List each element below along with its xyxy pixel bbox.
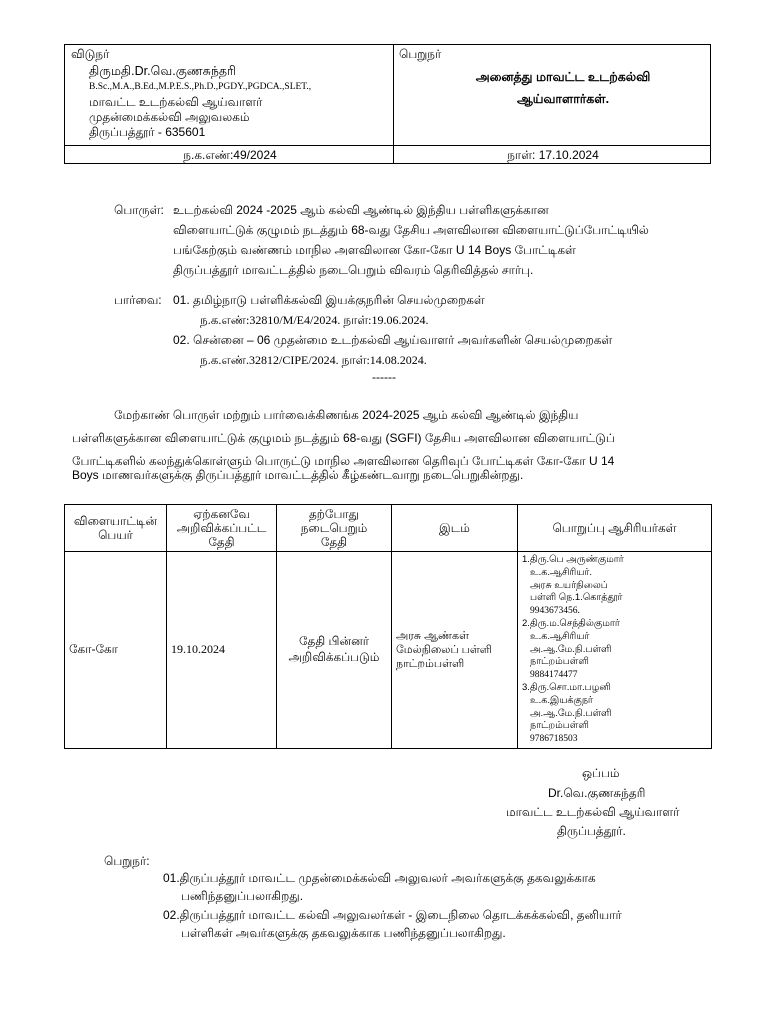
col-header-current-date: தற்போது நடைபெறும் தேதி xyxy=(277,505,392,552)
schedule-table xyxy=(64,504,712,749)
table-header-row xyxy=(65,505,712,552)
teacher-line: 1.திரு.பெ அருண்குமார் xyxy=(522,554,624,565)
sender-label: விடுநர் xyxy=(71,47,110,61)
body-line: போட்டிகளில் கலந்துக்கொள்ளும் பொருட்டு மாநில அளவிலான தெரிவுப் போட்டிகள் கோ-கோ U 14 xyxy=(72,454,615,468)
col-header-teachers: பொறுப்பு ஆசிரியர்கள் xyxy=(518,505,712,552)
col-header-game: விளையாட்டின் பெயர் xyxy=(65,505,167,552)
cell-current-date: தேதி பின்னர் அறிவிக்கப்படும் xyxy=(277,552,392,749)
reference-item-number: ந.க.எண்.32812/CIPE/2024. நாள்:14.08.2024. xyxy=(200,353,427,367)
cell-venue: அரசு ஆண்கள் மேல்நிலைப் பள்ளி நாட்றம்பள்ளி xyxy=(392,552,518,749)
cell-announced-date: 19.10.2024 xyxy=(167,552,277,749)
letter-header xyxy=(64,44,711,164)
teacher-line: உ.க.ஆசிரியர் xyxy=(530,630,590,642)
subject-line: திருப்பத்தூர் மாவட்டத்தில் நடைபெறும் விவரம் தெரிவித்தல் சார்பு. xyxy=(173,263,534,277)
signatory-name: Dr.வெ.குணசுந்தரி xyxy=(548,786,646,800)
copy-to-item: 02.திருப்பத்தூர் மாவட்ட கல்வி அலுவலர்கள் - இடைநிலை தொடக்கக்கல்வி, தனியார் xyxy=(163,908,622,922)
body-line: பள்ளிகளுக்கான விளையாட்டுக் குழுமம் நடத்தும் 68-வது (SGFI) தேசிய அளவிலான விளையாட்டுப் xyxy=(72,431,615,445)
recipient-block xyxy=(399,47,707,110)
sender-office: முதன்மைக்கல்வி அலுவலகம் xyxy=(89,110,250,124)
teacher-line: நாட்றம்பள்ளி xyxy=(530,720,589,732)
teacher-line: 3.திரு.சொ.மா.பழனி xyxy=(522,681,611,693)
col-header-venue: இடம் xyxy=(392,505,518,552)
copy-to-label: பெறுநர்: xyxy=(104,854,150,868)
reference-label: பார்வை: xyxy=(114,293,162,307)
teacher-phone: 9943673456. xyxy=(530,606,580,617)
subject-label: பொருள்: xyxy=(114,203,164,217)
letter-date: நாள்: 17.10.2024 xyxy=(507,148,599,162)
subject-line: பங்கேற்கும் வண்ணம் மாநில அளவிலான கோ-கோ U 14 Boys போட்டிகள் xyxy=(173,243,576,257)
body-line: Boys மாணவர்களுக்கு திருப்பத்தூர் மாவட்டத்தில் கீழ்கண்டவாறு நடைபெறுகின்றது. xyxy=(72,468,524,482)
teacher-phone: 9786718503 xyxy=(530,734,578,745)
cell-teachers xyxy=(518,552,712,749)
teacher-phone: 9884174477 xyxy=(530,670,578,681)
reference-number: ந.க.எண்:49/2024 xyxy=(183,148,277,162)
copy-to-item: பள்ளிகள் அவர்களுக்கு தகவலுக்காக பணிந்தனுப்பலாகிறது. xyxy=(181,926,506,940)
col-header-announced-date: ஏற்கனவே அறிவிக்கப்பட்ட தேதி xyxy=(167,505,277,552)
sender-designation: மாவட்ட உடற்கல்வி ஆய்வாளர் xyxy=(89,95,263,109)
teacher-line: அ.ஆ.மே.நி.பள்ளி xyxy=(530,707,612,719)
recipient-line: ஆய்வாளார்கள். xyxy=(516,92,610,106)
teacher-line: 2.திரு.ம.செந்தில்குமார் xyxy=(522,617,620,629)
reference-item: 02. சென்னை – 06 முதன்மை உடற்கல்வி ஆய்வாளர் அவர்களின் செயல்முறைகள் xyxy=(173,333,613,347)
cell-game: கோ-கோ xyxy=(65,552,167,749)
signatory-designation: மாவட்ட உடற்கல்வி ஆய்வாளர் xyxy=(506,805,680,819)
body-line: மேற்காண் பொருள் மற்றும் பார்வைக்கிணங்க 2024-2025 ஆம் கல்வி ஆண்டில் இந்திய xyxy=(114,408,579,422)
recipient-line: அனைத்து மாவட்ட உடற்கல்வி xyxy=(475,70,651,84)
subject-line: விளையாட்டுக் குழுமம் நடத்தும் 68-வது தேசிய அளவிலான விளையாட்டுப்போட்டியில் xyxy=(173,223,649,237)
teacher-line: உ.க.இயக்குநர் xyxy=(530,694,593,706)
recipient-label: பெறுநர் xyxy=(399,47,442,61)
sender-qualifications: B.Sc.,M.A.,B.Ed.,M.P.E.S.,Ph.D.,PGDY.,PGDCA.,SLET., xyxy=(89,82,312,92)
teacher-line: அ.ஆ.மே.நி.பள்ளி xyxy=(530,643,612,655)
reference-separator: ------ xyxy=(372,370,396,384)
sender-place: திருப்பத்தூர் - 635601 xyxy=(89,125,206,139)
teacher-line: நாட்றம்பள்ளி xyxy=(530,656,589,668)
signatory-place: திருப்பத்தூர். xyxy=(557,824,626,838)
teacher-line: உ.க.ஆசிரியர். xyxy=(530,566,593,578)
reference-item-number: ந.க.எண்:32810/M/E4/2024. நாள்:19.06.2024. xyxy=(200,313,429,327)
copy-to-item: 01.திருப்பத்தூர் மாவட்ட முதன்மைக்கல்வி அலுவலர் அவர்களுக்கு தகவலுக்காக xyxy=(163,871,596,885)
sender-name: திருமதி.Dr.வெ.குணசுந்தரி xyxy=(89,64,236,78)
header-divider xyxy=(65,145,710,146)
teacher-line: பள்ளி நெ.1.கொத்தூர் xyxy=(530,592,623,604)
table-row xyxy=(65,552,712,749)
copy-to-item: பணிந்தனுப்பலாகிறது. xyxy=(181,889,304,903)
sender-block xyxy=(71,47,389,140)
teacher-line: அரசு உயர்நிலைப் xyxy=(530,579,608,591)
subject-line: உடற்கல்வி 2024 -2025 ஆம் கல்வி ஆண்டில் இந்திய பள்ளிகளுக்கான xyxy=(173,203,549,217)
signature-label: ஒப்பம் xyxy=(582,766,620,780)
reference-item: 01. தமிழ்நாடு பள்ளிக்கல்வி இயக்குநரின் செயல்முறைகள் xyxy=(173,293,485,307)
